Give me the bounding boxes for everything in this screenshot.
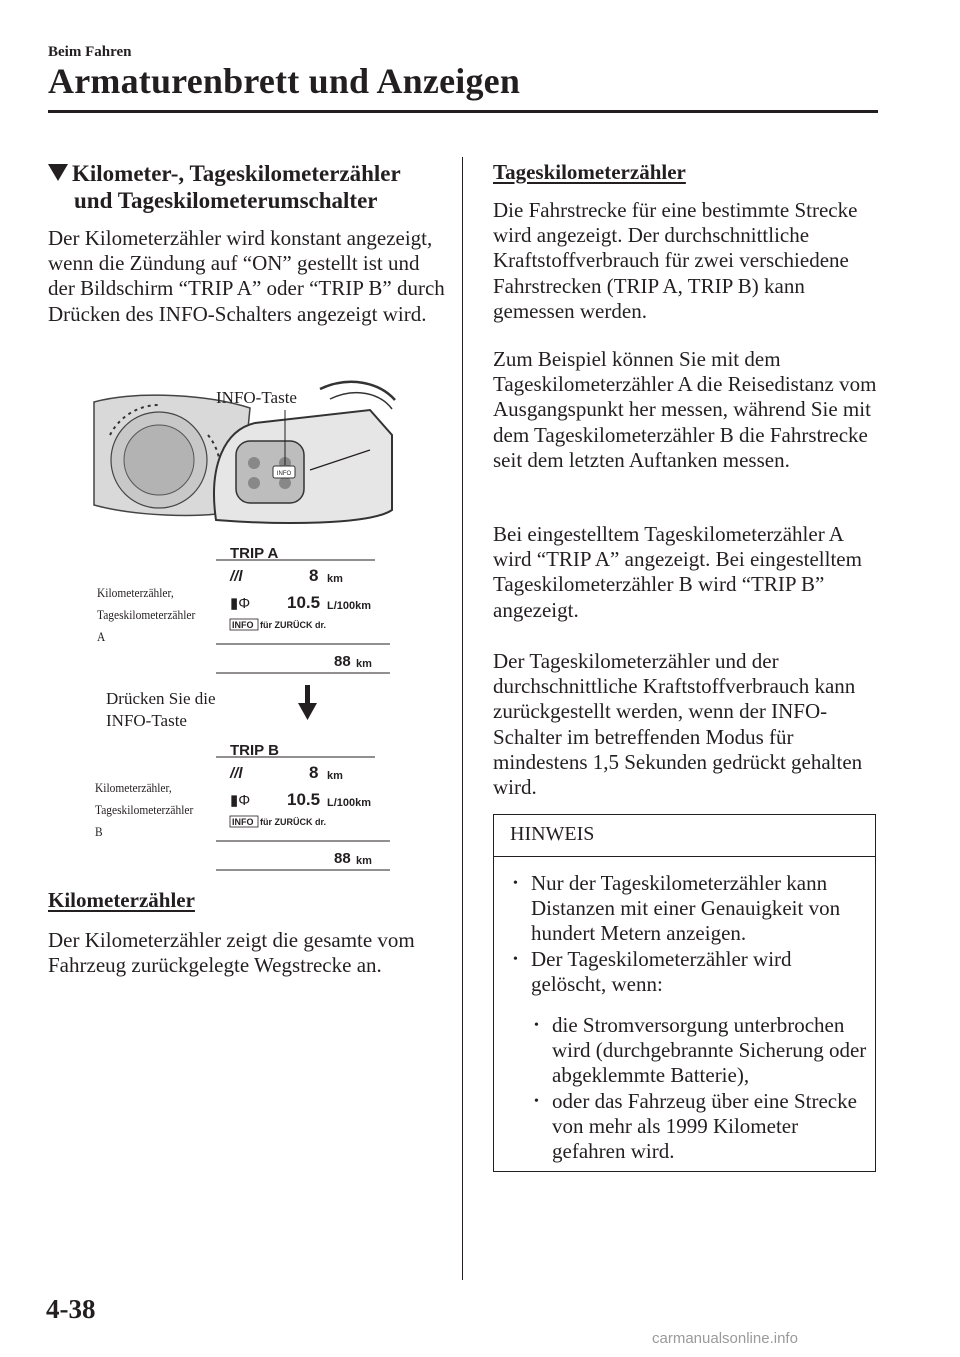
note-subitem xyxy=(534,1013,867,1089)
trip-b-screen xyxy=(216,742,390,870)
note-header xyxy=(494,815,875,857)
note-subitem-text: oder das Fahrzeug über eine Strecke von mehr als 1999 Kilometer gefahren wird. xyxy=(552,1089,857,1164)
note-box xyxy=(493,814,876,1172)
fuel-consumption-icon: ▮Φ xyxy=(230,595,251,612)
panel-b-label-line-2: Tageskilometerzähler xyxy=(95,802,194,817)
trip-b-reset-text: für ZURÜCK dr. xyxy=(260,817,326,827)
trip-b-title: TRIP B xyxy=(230,742,279,759)
panel-a-label-line-3: A xyxy=(97,629,106,644)
trip-a-consumption: 10.5 xyxy=(287,593,321,612)
bullet-icon: • xyxy=(534,1094,539,1109)
section-title xyxy=(48,160,448,214)
chapter-label: Beim Fahren xyxy=(48,44,132,60)
trip-a-screen xyxy=(216,545,390,673)
trip-b-odometer: 88 xyxy=(334,850,351,867)
trip-meter-heading: Tageskilometerzähler xyxy=(493,160,686,184)
section-title-line-2: und Tageskilometerumschalter xyxy=(74,188,378,213)
bullet-icon: • xyxy=(513,952,518,967)
trip-b-odometer-unit: km xyxy=(356,855,372,867)
press-info-label xyxy=(106,688,216,732)
press-label-line-2: INFO-Taste xyxy=(106,711,187,730)
page-number: 4-38 xyxy=(46,1294,96,1324)
trip-paragraph-3: Bei eingestelltem Tageskilometerzähler A wird “TRIP A” angezeigt. Bei eingestelltem Tageskilometerzähler B wird “TRIP B” angezeigt. xyxy=(493,522,862,622)
trip-b-consumption-unit: L/100km xyxy=(327,797,372,809)
panel-a-label-line-2: Tageskilometerzähler xyxy=(97,607,196,622)
trip-a-title: TRIP A xyxy=(230,545,279,562)
note-item-text: Nur der Tageskilometerzähler kann Distanzen mit einer Genauigkeit von hundert Metern anzeigen. xyxy=(531,871,841,946)
trip-b-info-badge: INFO xyxy=(232,817,254,827)
watermark: carmanualsonline.info xyxy=(652,1330,798,1347)
note-heading: HINWEIS xyxy=(510,823,595,845)
trip-a-reset-text: für ZURÜCK dr. xyxy=(260,620,326,630)
note-item xyxy=(513,947,866,997)
trip-a-distance-unit: km xyxy=(327,573,343,585)
trip-a-odometer-unit: km xyxy=(356,658,372,670)
trip-paragraph-1: Die Fahrstrecke für eine bestimmte Strecke wird angezeigt. Der durchschnittliche Kraftstoffverbrauch für zwei verschiedene Fahrstrecken (TRIP A, TRIP B) kann gemessen werden. xyxy=(493,198,858,323)
panel-b-label xyxy=(95,777,193,843)
panel-b-label-line-3: B xyxy=(95,824,103,839)
panel-b-label-line-1: Kilometerzähler, xyxy=(95,780,172,795)
note-subitem-text: die Stromversorgung unterbrochen wird (durchgebrannte Sicherung oder abgeklemmte Batterie), xyxy=(552,1013,867,1088)
trip-a-odometer: 88 xyxy=(334,653,351,670)
odometer-heading: Kilometerzähler xyxy=(48,888,195,912)
trip-b-consumption: 10.5 xyxy=(287,790,321,809)
bullet-icon: • xyxy=(534,1018,539,1033)
trip-a-consumption-unit: L/100km xyxy=(327,600,372,612)
trip-road-icon: //l xyxy=(230,765,243,782)
trip-paragraph-4: Der Tageskilometerzähler und der durchschnittliche Kraftstoffverbrauch kann zurückgestellt werden, wenn der INFO-Schalter im betreffenden Modus für mindestens 1,5 Sekunden gedrückt gehalten wird. xyxy=(493,649,863,800)
down-arrow-icon xyxy=(298,685,317,720)
info-button-label: INFO-Taste xyxy=(216,388,297,407)
trip-a-info-badge: INFO xyxy=(232,620,254,630)
info-button-icon-text: INFO xyxy=(276,471,292,477)
section-title-line-1: Kilometer-, Tageskilometerzähler xyxy=(72,161,401,186)
trip-a-distance: 8 xyxy=(309,566,319,585)
page-title: Armaturenbrett und Anzeigen xyxy=(48,61,521,101)
note-item-text: Der Tageskilometerzähler wird gelöscht, wenn: xyxy=(531,947,792,997)
title-rule xyxy=(48,110,878,113)
note-subitem xyxy=(534,1089,867,1165)
triangle-marker-icon xyxy=(48,164,68,181)
press-label-line-1: Drücken Sie die xyxy=(106,689,216,708)
bullet-icon: • xyxy=(513,876,518,891)
trip-b-distance: 8 xyxy=(309,763,319,782)
note-item xyxy=(513,871,866,947)
odometer-paragraph: Der Kilometerzähler zeigt die gesamte vom Fahrzeug zurückgelegte Wegstrecke an. xyxy=(48,928,415,978)
panel-a-label-line-1: Kilometerzähler, xyxy=(97,585,174,600)
trip-paragraph-2: Zum Beispiel können Sie mit dem Tageskilometerzähler A die Reisedistanz vom Ausgangspunkt her messen, während Sie mit dem Tageskilometerzähler B die Fahrstrecke seit dem letzten Auftanken messen. xyxy=(493,347,877,472)
trip-b-distance-unit: km xyxy=(327,770,343,782)
intro-paragraph: Der Kilometerzähler wird konstant angezeigt, wenn die Zündung auf “ON” gestellt ist und der Bildschirm “TRIP A” oder “TRIP B” durch Drücken des INFO-Schalters angezeigt wird. xyxy=(48,226,445,326)
fuel-consumption-icon: ▮Φ xyxy=(230,792,251,809)
column-divider xyxy=(462,157,463,1280)
panel-a-label xyxy=(97,582,195,648)
trip-road-icon: //l xyxy=(230,568,243,585)
